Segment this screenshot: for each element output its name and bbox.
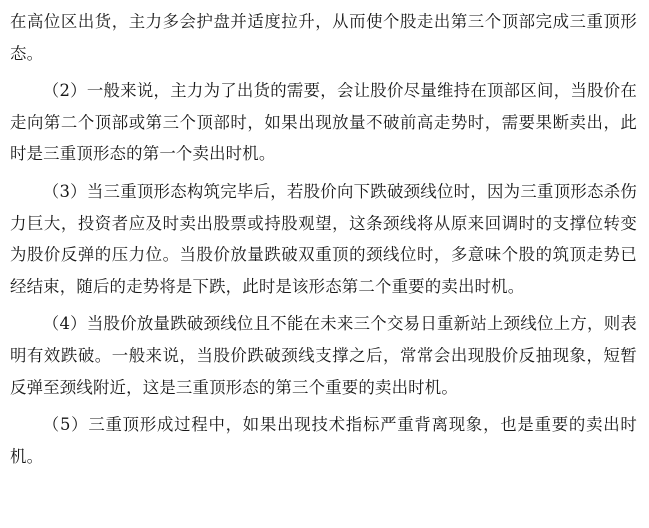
paragraph-item-3: （3）当三重顶形态构筑完毕后，若股价向下跌破颈线位时，因为三重顶形态杀伤力巨大，投资者应及时卖出股票或持股观望，这条颈线将从原来回调时的支撑位转变为股价反弹的压力位。当股价放量跌破双重顶的颈线位时，多意味个股的筑顶走势已经结束，随后的走势将是下跌，此时是该形态第二个重要的卖出时机。 (10, 181, 637, 296)
paragraph-item-5: （5）三重顶形成过程中，如果出现技术指标严重背离现象，也是重要的卖出时机。 (10, 415, 637, 466)
paragraph-item-4: （4）当股价放量跌破颈线位且不能在未来三个交易日重新站上颈线位上方，则表明有效跌破。一般来说，当股价跌破颈线支撑之后，常常会出现股价反抽现象，短暂反弹至颈线附近，这是三重顶形态的第三个重要的卖出时机。 (10, 314, 637, 397)
paragraph-continuation: 在高位区出货，主力多会护盘并适度拉升，从而使个股走出第三个顶部完成三重顶形态。 (10, 12, 637, 63)
paragraph-item-2: （2）一般来说，主力为了出货的需要，会让股价尽量维持在顶部区间，当股价在走向第二个顶部或第三个顶部时，如果出现放量不破前高走势时，需要果断卖出，此时是三重顶形态的第一个卖出时机。 (10, 81, 637, 164)
